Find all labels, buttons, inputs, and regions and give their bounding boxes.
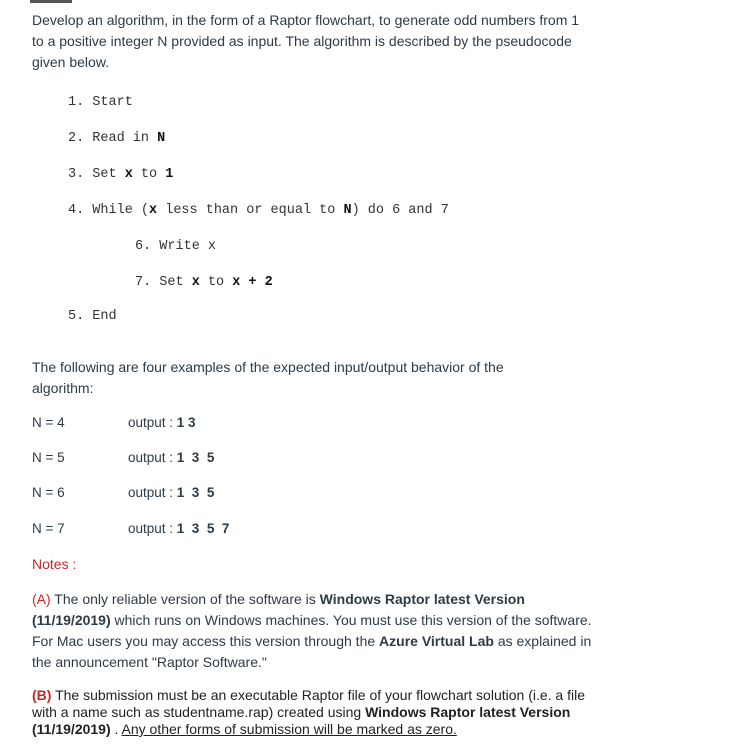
- step-2: 2. Read in N: [68, 131, 166, 146]
- examples-intro: The following are four examples of the expected input/output behavior of the algorithm:: [32, 359, 504, 396]
- cropped-header-remnant: [30, 0, 72, 3]
- note-a: (A) The only reliable version of the software is Windows Raptor latest Version (11/19/2019) which runs on Windows machines. You must use this version of the software. For Mac users you may access this version through the Azure Virtual Lab as explained in the announcement "Raptor Software.": [32, 591, 592, 670]
- example-output: output : 1 3: [128, 415, 196, 430]
- step-5: 5. End: [68, 309, 117, 324]
- step-1: 1. Start: [68, 95, 133, 110]
- step-7: 7. Set x to x + 2: [135, 275, 273, 290]
- note-b-tag: (B): [32, 687, 52, 703]
- step-4: 4. While (x less than or equal to N) do 6 and 7: [68, 203, 449, 218]
- example-n: N = 7: [32, 521, 65, 536]
- example-output: output : 1 3 5: [128, 485, 215, 500]
- note-b: (B) The submission must be an executable Raptor file of your flowchart solution (i.e. a file with a name such as studentname.rap) created using Windows Raptor latest Version (11/19/2019) . Any other forms of submission will be marked as zero.: [32, 687, 586, 737]
- example-output: output : 1 3 5 7: [128, 521, 230, 536]
- step-6: 6. Write x: [135, 239, 217, 254]
- intro-paragraph: Develop an algorithm, in the form of a Raptor flowchart, to generate odd numbers from 1 to a positive integer N provided as input. The algorithm is described by the pseudocode given below.: [32, 12, 580, 70]
- step-3: 3. Set x to 1: [68, 167, 174, 182]
- notes-label: Notes :: [32, 556, 77, 572]
- example-n: N = 4: [32, 415, 65, 430]
- example-n: N = 5: [32, 450, 65, 465]
- note-a-tag: (A): [32, 591, 51, 607]
- example-n: N = 6: [32, 485, 65, 500]
- example-output: output : 1 3 5: [128, 450, 215, 465]
- zero-marks-warning-link[interactable]: Any other forms of submission will be marked as zero.: [121, 721, 457, 737]
